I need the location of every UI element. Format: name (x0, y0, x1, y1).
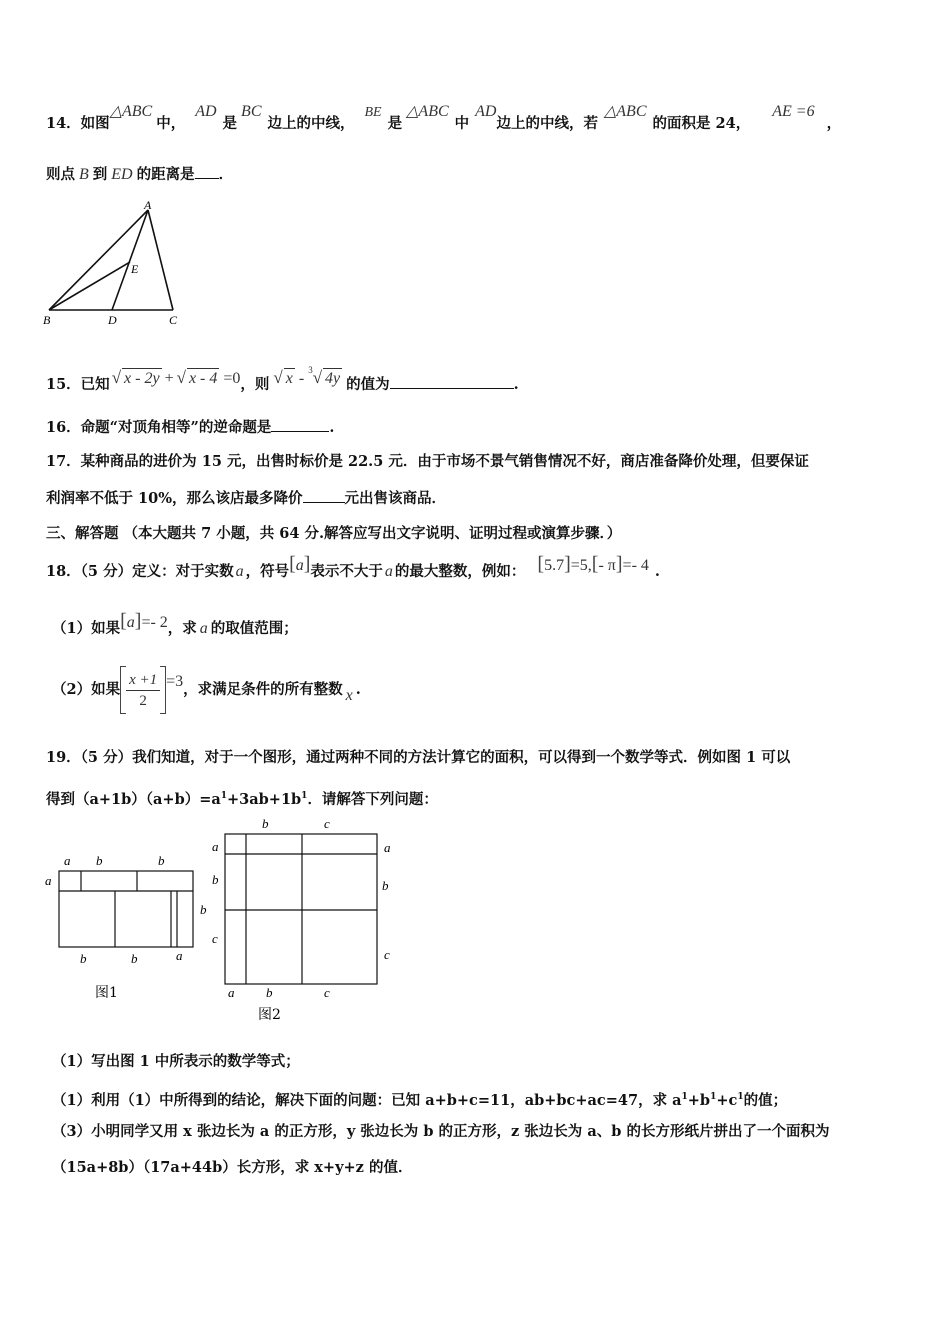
svg-text:b: b (80, 951, 87, 966)
figure-2-caption: 图2 (258, 1007, 281, 1023)
svg-text:b: b (200, 902, 207, 917)
q19-part2: （1）利用（1）中所得到的结论，解决下面的问题：已知 a+b+c=11，ab+bc+ac=47，求 $a^1+b^1+c^1$的值； (52, 1091, 788, 1109)
svg-text:a: a (384, 840, 391, 855)
svg-text:a: a (45, 873, 52, 888)
svg-text:b: b (96, 853, 103, 868)
svg-text:a: a (176, 948, 183, 963)
q19-line2: 得到$(a+1b)(a+b)=a^1+3ab+1b^1$．请解答下列问题： (46, 790, 438, 808)
figure-1 (40, 850, 220, 1010)
svg-text:c: c (324, 816, 330, 831)
svg-text:a: a (64, 853, 71, 868)
svg-text:b: b (262, 816, 269, 831)
q15-line: 15．已知 √ x - 2y + √ x - 4 =0，则 √ x - $^3$√ 4y 的值为 . (46, 365, 519, 393)
label-c: C (169, 313, 178, 327)
math-triangle-abc: △ABC (109, 103, 153, 120)
label-a: A (144, 198, 152, 212)
svg-text:c: c (384, 947, 390, 962)
svg-text:a: a (228, 985, 235, 1000)
q17-line1: 17．某种商品的进价为 15 元，出售时标价是 22.5 元．由于市场不景气销售情况不好，商店准备降价处理，但要保证 (46, 453, 809, 470)
q18-line: 18．（5 分）定义：对于实数 a ，符号[a]表示不大于 a 的最大整数，例如： [5.7]=5,[- π]=- 4 . (46, 553, 660, 580)
q16-line: 16．命题“对顶角相等”的逆命题是 . (46, 419, 335, 436)
q19-part3: （3）小明同学又用 x 张边长为 a 的正方形，y 张边长为 b 的正方形，z 张边长为 a、b 的长方形纸片拼出了一个面积为 (52, 1123, 830, 1140)
q14-line1: 14．如图△ABC中，AD是BC边上的中线，BE是△ABC中AD边上的中线，若△ABC的面积是 24，AE =6， (46, 103, 842, 132)
svg-text:b: b (212, 872, 219, 887)
section-heading: 三、解答题 （本大题共 7 小题，共 64 分.解答应写出文字说明、证明过程或演算步骤．） (46, 525, 622, 542)
svg-text:a: a (212, 839, 219, 854)
svg-text:c: c (324, 985, 330, 1000)
svg-text:b: b (131, 951, 138, 966)
q14-line2: 则点 B 到 ED 的距离是 ． (46, 166, 234, 183)
answer-blank[interactable] (195, 164, 219, 179)
label-d: D (108, 313, 117, 327)
answer-blank[interactable] (303, 488, 345, 503)
label-b: B (43, 313, 51, 327)
q17-line2: 利润率不低于 10%，那么该店最多降价 元出售该商品． (46, 490, 447, 507)
q18-part2: （2）如果 $\frac{x +1}{2}$ =3，求满足条件的所有整数 x . (52, 665, 361, 715)
answer-blank[interactable] (271, 417, 329, 432)
label-e: E (131, 262, 139, 276)
figure-1-caption: 图1 (95, 985, 118, 1001)
q19-part3-cont: （15a+8b）（17a+44b）长方形，求 x+y+z 的值． (52, 1159, 413, 1176)
svg-text:b: b (382, 878, 389, 893)
fraction: $\frac{x +1}{2}$ (126, 670, 160, 711)
svg-text:b: b (266, 985, 273, 1000)
svg-text:b: b (158, 853, 165, 868)
q18-part1: （1）如果[a]=- 2，求 a 的取值范围； (52, 610, 298, 637)
svg-text:c: c (212, 931, 218, 946)
answer-blank[interactable] (390, 374, 514, 389)
triangle-figure (40, 196, 190, 331)
q19-part1: （1）写出图 1 中所表示的数学等式； (52, 1053, 300, 1070)
figure-2 (200, 812, 410, 1027)
q19-line1: 19．（5 分）我们知道，对于一个图形，通过两种不同的方法计算它的面积，可以得到一个数学等式．例如图 1 可以 (46, 749, 791, 766)
